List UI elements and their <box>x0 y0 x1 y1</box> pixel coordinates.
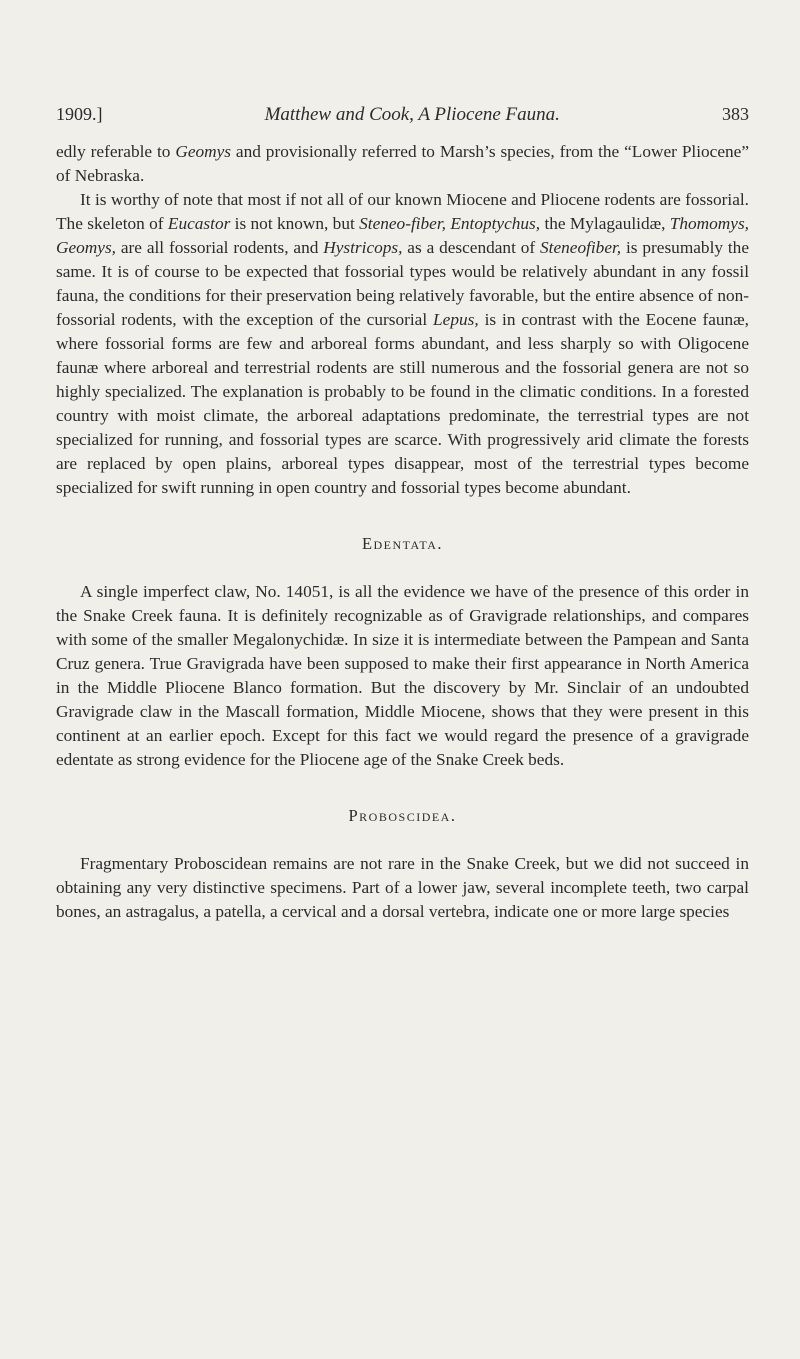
page <box>56 104 749 924</box>
genus-name: Lepus, <box>433 310 479 329</box>
genus-name: Thomomys, Geomys, <box>56 214 749 257</box>
text-run: edly referable to <box>56 142 176 161</box>
paragraph-edentata: A single imperfect claw, No. 14051, is all the evidence we have of the presence of this order in the Snake Creek fauna. It is definitely recognizable as of Gravigrade relationships, and compares with some of the smaller Megalonychidæ. In size it is intermediate between the Pampean and Santa Cruz genera. True Gravigrada have been supposed to make their first appearance in North America in the Middle Pliocene Blanco formation. But the discovery by Mr. Sinclair of an undoubted Gravigrade claw in the Mascall formation, Middle Miocene, shows that they were present in this continent at an earlier epoch. Except for this fact we would regard the presence of a gravigrade edentate as strong evidence for the Pliocene age of the Snake Creek beds. <box>56 582 749 769</box>
text-run: is presumably the same. It is of course to be expected that fossorial types would be relatively abundant in any fossil fauna, the conditions for their preservation being relatively favorable, but the entire absence of non-fossorial rodents, with the exception of the cursorial <box>56 238 749 329</box>
genus-name: Geomys <box>175 142 232 161</box>
text-run: is not known, but <box>230 214 360 233</box>
text-run: is in contrast with the Eocene faunæ, where fossorial forms are few and arboreal forms abundant, and less sharply so with Oligocene faunæ where arboreal and terrestrial rodents are still numerous and the fossorial genera are not so highly specialized. The explanation is probably to be found in the climatic conditions. In a forested country with moist climate, the arboreal adaptations predominate, the terrestrial types are not specialized for running, and fossorial types are scarce. With progressively arid climate the forests are replaced by open plains, arboreal types disappear, most of the terrestrial types become specialized for swift running in open country and fossorial types become abundant. <box>56 310 750 497</box>
text-run: It is worthy of note that most if not all of our known Miocene and Pliocene rodents are fossorial. The skeleton of <box>56 190 749 233</box>
page-number: 383 <box>722 104 749 124</box>
running-head <box>56 104 749 126</box>
text-run: as a descendant of <box>402 238 541 257</box>
section-heading-edentata: Edentata. <box>361 534 444 553</box>
genus-name: Steneo-fiber, Entoptychus, <box>359 214 541 233</box>
paragraph-fossorial-rodents <box>56 188 749 500</box>
running-head-year: 1909.] <box>56 104 103 124</box>
genus-name: Hystricops, <box>323 238 403 257</box>
text-run: are all fossorial rodents, and <box>116 238 324 257</box>
text-run: and provisionally referred to Marsh’s species, from the “Lower Pliocene” of Nebraska. <box>56 142 750 185</box>
running-head-title: Matthew and Cook, A Pliocene Fauna. <box>264 104 560 125</box>
text-run: the Mylagaulidæ, <box>540 214 670 233</box>
genus-name: Eucastor <box>167 214 231 233</box>
section-heading-proboscidea: Proboscidea. <box>348 806 457 825</box>
genus-name: Steneofiber, <box>540 238 622 257</box>
paragraph-proboscidea: Fragmentary Proboscidean remains are not rare in the Snake Creek, but we did not succeed in obtaining any very distinctive specimens. Part of a lower jaw, several incomplete teeth, two carpal bones, an astragalus, a patella, a cervical and a dorsal vertebra, indicate one or more large species <box>56 854 749 921</box>
paragraph-continued <box>56 140 749 188</box>
